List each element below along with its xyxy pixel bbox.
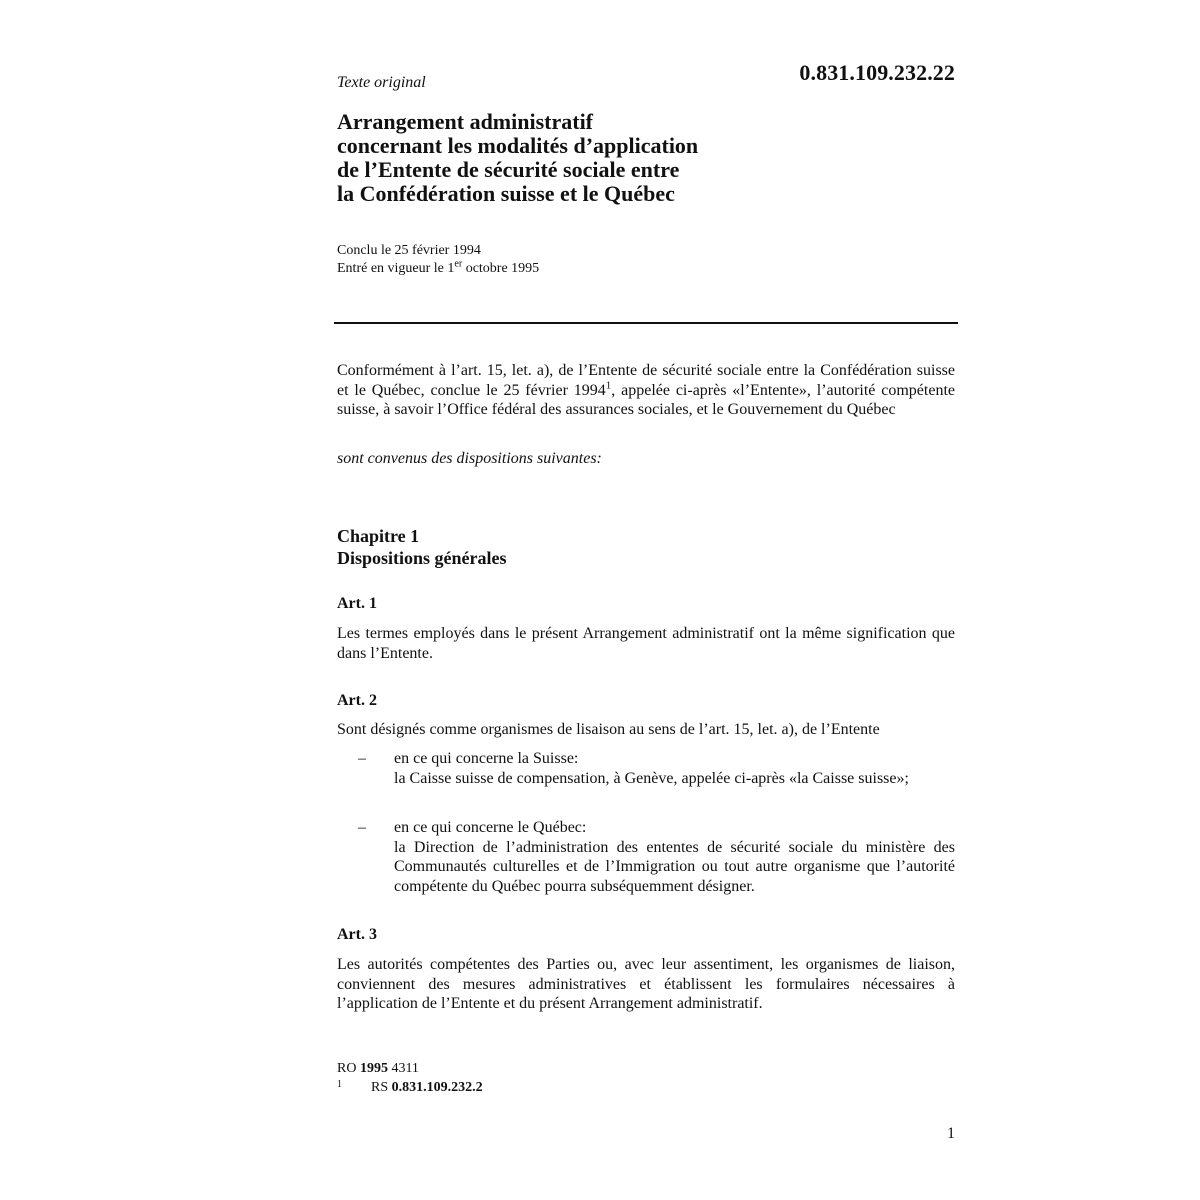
list-item: [337, 818, 955, 896]
ro-reference: RO 1995 4311: [337, 1061, 419, 1076]
preamble-paragraph: Conformément à l’art. 15, let. a), de l’Entente de sécurité sociale entre la Confédération suisse et le Québec, conclue le 25 février 1994$^1$, appelée ci-après «l’Entente», l’autorité compétente suisse, à savoir l’Office fédéral des assurances sociales, et le Gouvernement du Québec: [337, 362, 955, 418]
article-text: Sont désignés comme organismes de lisaison au sens de l’art. 15, let. a), de l’Entente: [337, 721, 880, 738]
entry-into-force-date: Entré en vigueur le 1er octobre 1995: [337, 258, 540, 276]
page-number: 1: [947, 1125, 955, 1142]
list-dash: –: [358, 819, 366, 836]
title-line: la Confédération suisse et le Québec: [337, 181, 675, 206]
article-heading: Art. 1: [337, 595, 377, 612]
texte-original-label: Texte original: [337, 74, 426, 91]
footnote-rs-link[interactable]: 0.831.109.232.2: [391, 1080, 483, 1095]
footnotes: [337, 1059, 955, 1097]
article-text: Les autorités compétentes des Parties ou, avec leur assentiment, les organismes de liaison, conviennent des mesures administratives et établissent les formulaires nécessaires à l’application de l’Entente et du présent Arrangement administratif.: [337, 956, 955, 1012]
article-heading: Art. 2: [337, 692, 377, 709]
list-item-body: la Direction de l’administration des ententes de sécurité sociale du ministère des Communautés culturelles et de l’Immigration ou tout autre organisme que l’autorité compétente du Québec pourra subséquemment désigner.: [394, 838, 955, 895]
list-item-intro: en ce qui concerne la Suisse:: [394, 750, 579, 767]
article-text: Les termes employés dans le présent Arrangement administratif ont la même signification que dans l’Entente.: [337, 625, 955, 662]
title-line: concernant les modalités d’application: [337, 133, 699, 158]
chapter-heading: [337, 525, 955, 569]
footnote-reference[interactable]: 1: [605, 379, 612, 392]
preamble-conclusion: sont convenus des dispositions suivantes:: [337, 450, 602, 467]
document-dates: [337, 242, 955, 278]
header-divider: [334, 322, 958, 324]
list-item-body: la Caisse suisse de compensation, à Genève, appelée ci-après «la Caisse suisse»;: [394, 769, 909, 787]
list-item-intro: en ce qui concerne le Québec:: [394, 819, 587, 836]
list-item: [337, 749, 955, 788]
document-number: 0.831.109.232.22: [799, 60, 955, 85]
footnote-number: 1: [337, 1079, 342, 1090]
document-title: [337, 110, 955, 206]
title-line: Arrangement administratif: [337, 109, 594, 134]
list-dash: –: [358, 750, 366, 767]
footnote-1: 1 RS 0.831.109.232.2: [337, 1078, 955, 1097]
article-heading: Art. 3: [337, 926, 377, 943]
conclusion-date: Conclu le 25 février 1994: [337, 243, 481, 258]
chapter-title: Dispositions générales: [337, 548, 507, 568]
chapter-number: Chapitre 1: [337, 526, 420, 546]
title-line: de l’Entente de sécurité sociale entre: [337, 157, 680, 182]
